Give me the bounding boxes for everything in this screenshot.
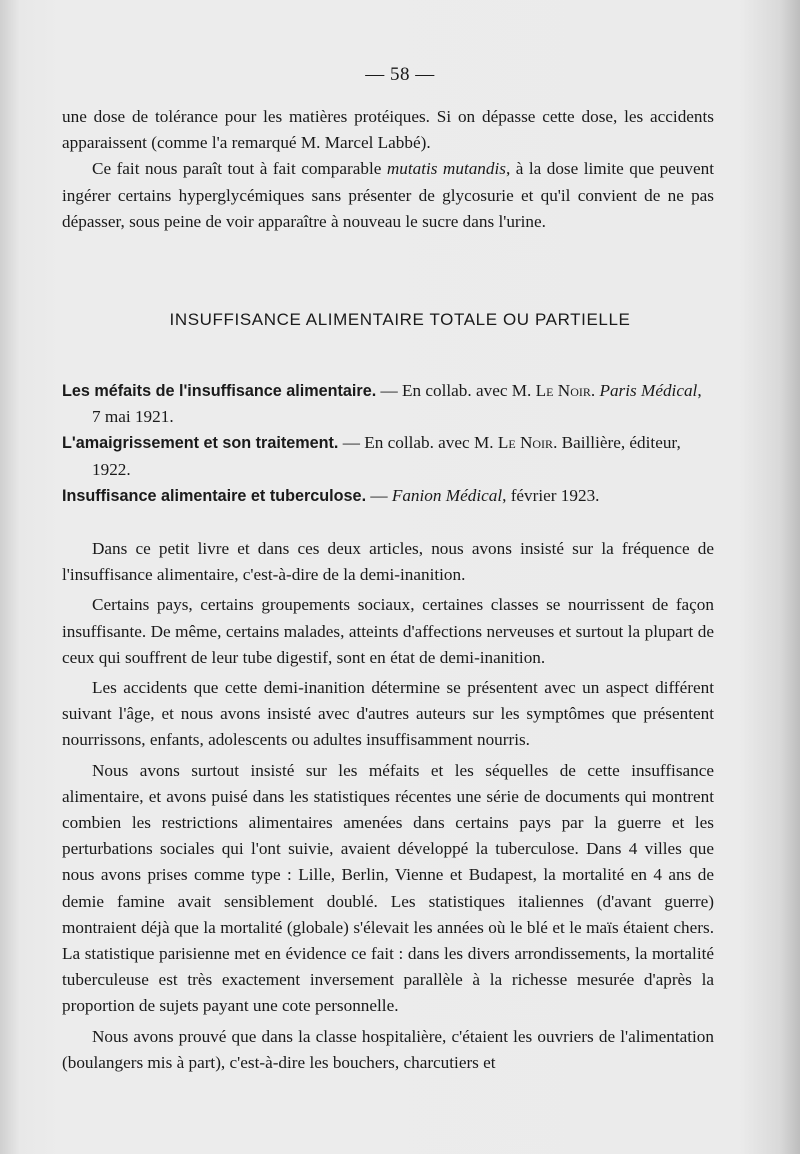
paragraph: Les accidents que cette demi-inanition détermine se présentent avec un aspect différent suivant l'âge, et nous avons insisté avec d'autres auteurs sur les symptômes que présentent nourrissons, enfants, adolescents ou adultes insuffisamment nourris. — [62, 678, 714, 750]
reference-item: Insuffisance alimentaire et tuberculose. — Fanion Médical, février 1923. — [62, 485, 600, 505]
paragraph: Nous avons surtout insisté sur les méfaits et les séquelles de cette insuffisance alimentaire, et avons puisé dans les statistiques récentes une série de documents qui montrent combien les restrictions alimentaires amenées dans certains pays par la guerre et les perturbations sociales qui l'ont suivie, avaient développé la tuberculose. Dans 4 villes que nous avons prises comme type : Lille, Berlin, Vienne et Budapest, la mortalité en 4 ans de demie famine avait sensiblement doublé. Les statistiques italiennes (d'avant guerre) montraient déjà que la mortalité (globale) s'élevait les années où le blé et le maïs étaient chers. La statistique parisienne met en évidence ce fait : dans les divers arrondissements, la mortalité tuberculeuse est très exactement inversement parallèle à la richesse mesurée d'après la proportion de sujets payant une cote personnelle. — [62, 760, 714, 1016]
paragraph: une dose de tolérance pour les matières protéiques. Si on dépasse cette dose, les accidents apparaissent (comme l'a remarqué M. Marcel Labbé). — [62, 107, 714, 153]
intro-text — [62, 104, 714, 235]
reference-item: Les méfaits de l'insuffisance alimentaire. — En collab. avec M. Le Noir. Paris Médical, 7 mai 1921. — [62, 381, 702, 427]
paragraph: Certains pays, certains groupements sociaux, certaines classes se nourrissent de façon insuffisante. De même, certains malades, atteints d'affections nerveuses et surtout la plupart de ceux qui souffrent de leur tube digestif, sont en état de demi-inanition. — [62, 595, 714, 667]
page-number: — 58 — — [365, 64, 435, 85]
body-text — [62, 536, 714, 1076]
paragraph: Ce fait nous paraît tout à fait comparable mutatis mutandis, à la dose limite que peuvent ingérer certains hyperglycémiques sans présenter de glycosurie et qu'il convient de ne pas dépasser, sous peine de voir apparaître à nouveau le sucre dans l'urine. — [62, 159, 714, 231]
reference-list — [62, 378, 714, 509]
section-heading: INSUFFISANCE ALIMENTAIRE TOTALE OU PARTIELLE — [169, 310, 631, 329]
paragraph: Nous avons prouvé que dans la classe hospitalière, c'étaient les ouvriers de l'alimentation (boulangers mis à part), c'est-à-dire les bouchers, charcutiers et — [62, 1026, 714, 1072]
reference-item: L'amaigrissement et son traitement. — En collab. avec M. Le Noir. Baillière, éditeur, 1922. — [62, 433, 681, 479]
paragraph: Dans ce petit livre et dans ces deux articles, nous avons insisté sur la fréquence de l'insuffisance alimentaire, c'est-à-dire de la demi-inanition. — [62, 539, 714, 585]
